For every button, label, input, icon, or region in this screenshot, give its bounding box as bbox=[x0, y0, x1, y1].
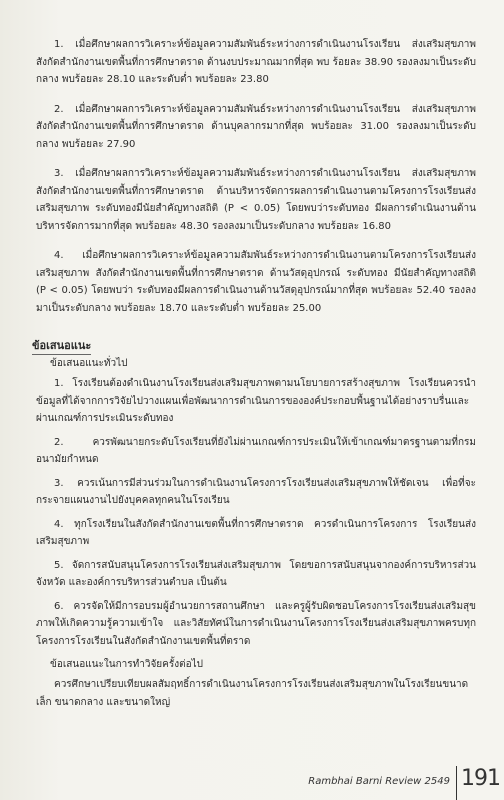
subheading-next-research: ข้อเสนอแนะในการทำวิจัยครั้งต่อไป bbox=[50, 659, 203, 670]
page-content bbox=[32, 36, 476, 717]
next-research-paragraph: ควรศึกษาเปรียบเทียบผลสัมฤทธิ์การดำเนินงานโครงการโรงเรียนส่งเสริมสุขภาพในโรงเรียนขนาดเล็ก ขนาดกลาง และขนาดใหญ่ bbox=[36, 679, 469, 708]
general-paragraph-5: 5. จัดการสนับสนุนโครงการโรงเรียนส่งเสริมสุขภาพ โดยขอการสนับสนุนจากองค์การบริหารส่วนจังหวัด และองค์การบริหารส่วนตำบล เป็นต้น bbox=[36, 559, 476, 588]
subheading-general: ข้อเสนอแนะทั่วไป bbox=[50, 358, 128, 369]
journal-title: Rambhai Barni Review 2549 bbox=[308, 776, 450, 787]
general-paragraph-2: 2. ควรพัฒนายกระดับโรงเรียนที่ยังไม่ผ่านเกณฑ์การประเมินให้เข้าเกณฑ์มาตรฐานตามที่กรมอนามัยกำหนด bbox=[36, 436, 476, 465]
results-paragraph-1: 1. เมื่อศึกษาผลการวิเคราะห์ข้อมูลความสัมพันธ์ระหว่างการดำเนินงานโรงเรียน ส่งเสริมสุขภาพ สังกัดสำนักงานเขตพื้นที่การศึกษาตราด ด้านงบประมาณมากที่สุด พบ ร้อยละ 38.90 รองลงมาเป็นระดับกลาง พบร้อยละ 28.10 และระดับต่ำ พบร้อยละ 23.80 bbox=[36, 39, 476, 85]
results-paragraph-2: 2. เมื่อศึกษาผลการวิเคราะห์ข้อมูลความสัมพันธ์ระหว่างการดำเนินงานโรงเรียน ส่งเสริมสุขภาพ สังกัดสำนักงานเขตพื้นที่การศึกษาตราด ด้านบุคลากรมากที่สุด พบร้อยละ 31.00 รองลงมาเป็นระดับกลาง พบร้อยละ 27.90 bbox=[36, 103, 476, 150]
general-paragraph-6: 6. ควรจัดให้มีการอบรมผู้อำนวยการสถานศึกษา และครูผู้รับผิดชอบโครงการโรงเรียนส่งเสริมสุขภาพให้เกิดความรู้ความเข้าใจ และวิสัยทัศน์ในการดำเนินงานโครงการโรงเรียนส่งเสริมสุขภาพครบทุกโครงการโรงเรียนในสังกัดสำนักงานเขตพื้นที่ตราด bbox=[36, 600, 476, 647]
results-paragraph-4: 4. เมื่อศึกษาผลการวิเคราะห์ข้อมูลความสัมพันธ์ระหว่างการดำเนินงานตามโครงการโรงเรียนส่งเสริมสุขภาพ สังกัดสำนักงานเขตพื้นที่การศึกษาตราด ด้านวัสดุอุปกรณ์ ระดับทอง มีนัยสำคัญทางสถิติ (P < 0.05) โดยพบว่า ระดับทองมีผลการดำเนินงานด้านวัสดุอุปกรณ์มากที่สุด พบร้อยละ 52.40 รองลงมาเป็นระดับกลาง พบร้อยละ 18.70 และระดับต่ำ พบร้อยละ 25.00 bbox=[36, 250, 476, 314]
footer-divider bbox=[456, 766, 457, 800]
page-number: 191 bbox=[461, 766, 500, 791]
general-paragraph-1: 1. โรงเรียนต้องดำเนินงานโรงเรียนส่งเสริมสุขภาพตามนโยบายการสร้างสุขภาพ โรงเรียนควรนำข้อมูลที่ได้จากการวิจัยไปวางแผนเพื่อพัฒนาการดำเนินการขององค์ประกอบพื้นฐานได้อย่างราบรื่นและผ่านเกณฑ์การประเมินระดับทอง bbox=[36, 378, 476, 424]
general-paragraph-3: 3. ควรเน้นการมีส่วนร่วมในการดำเนินงานโครงการโรงเรียนส่งเสริมสุขภาพให้ชัดเจน เพื่อที่จะกระจายแผนงานไปยังบุคคลทุกคนในโรงเรียน bbox=[36, 477, 476, 506]
section-heading: ข้อเสนอแนะ bbox=[32, 337, 91, 355]
general-paragraph-4: 4. ทุกโรงเรียนในสังกัดสำนักงานเขตพื้นที่การศึกษาตราด ควรดำเนินการโครงการ โรงเรียนส่งเสริมสุขภาพ bbox=[36, 518, 476, 547]
results-paragraph-3: 3. เมื่อศึกษาผลการวิเคราะห์ข้อมูลความสัมพันธ์ระหว่างการดำเนินงานโรงเรียน ส่งเสริมสุขภาพ สังกัดสำนักงานเขตพื้นที่การศึกษาตราด ด้านบริหารจัดการผลการดำเนินงานตามโครงการโรงเรียนส่งเสริมสุขภาพ ระดับทองมีนัยสำคัญทางสถิติ (P < 0.05) โดยพบว่าระดับทอง มีผลการดำเนินงานด้านบริหารจัดการมากที่สุด พบร้อยละ 48.30 รองลงมาเป็นระดับกลาง พบร้อยละ 16.80 bbox=[36, 168, 476, 232]
page-footer bbox=[0, 766, 504, 800]
